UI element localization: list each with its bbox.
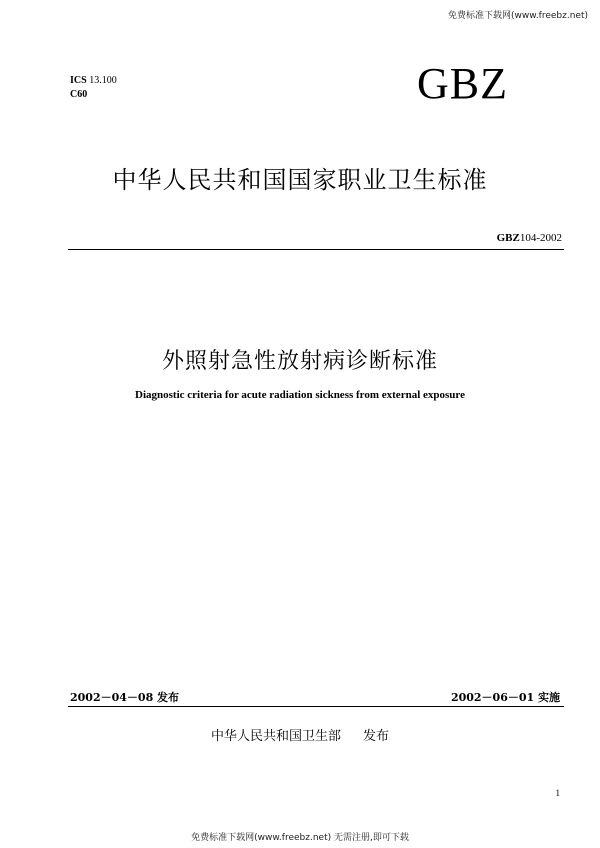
standard-number-rest: 104-2002: [519, 232, 562, 244]
top-watermark: 免费标准下载网(www.freebz.net): [448, 11, 588, 21]
document-title-english: Diagnostic criteria for acute radiation sickness from external exposure: [135, 389, 465, 401]
publisher-line: [0, 725, 600, 744]
standard-number: [497, 232, 562, 244]
page-number: 1: [555, 788, 560, 798]
ics-code: 13.100: [89, 75, 117, 86]
implementation-date: 2002－06－01 实施: [450, 691, 560, 704]
classification-codes: [70, 74, 117, 102]
header-divider: [68, 249, 564, 250]
ics-line: [70, 74, 117, 88]
standard-category-title: 中华人民共和国国家职业卫生标准: [112, 166, 488, 194]
ccs-code: C60: [70, 89, 88, 100]
gbz-logo: GBZ: [417, 59, 508, 108]
ics-label: ICS: [70, 75, 87, 86]
publisher-name: 中华人民共和国卫生部: [210, 729, 341, 744]
document-title-chinese: 外照射急性放射病诊断标准: [161, 349, 438, 374]
bottom-watermark: 免费标准下载网(www.freebz.net) 无需注册,即可下载: [191, 833, 409, 843]
publisher-action: 发布: [363, 729, 390, 744]
footer-divider: [68, 706, 564, 707]
issue-date: 2002－04－08 发布: [70, 691, 180, 704]
standard-number-prefix: GBZ: [496, 232, 520, 244]
